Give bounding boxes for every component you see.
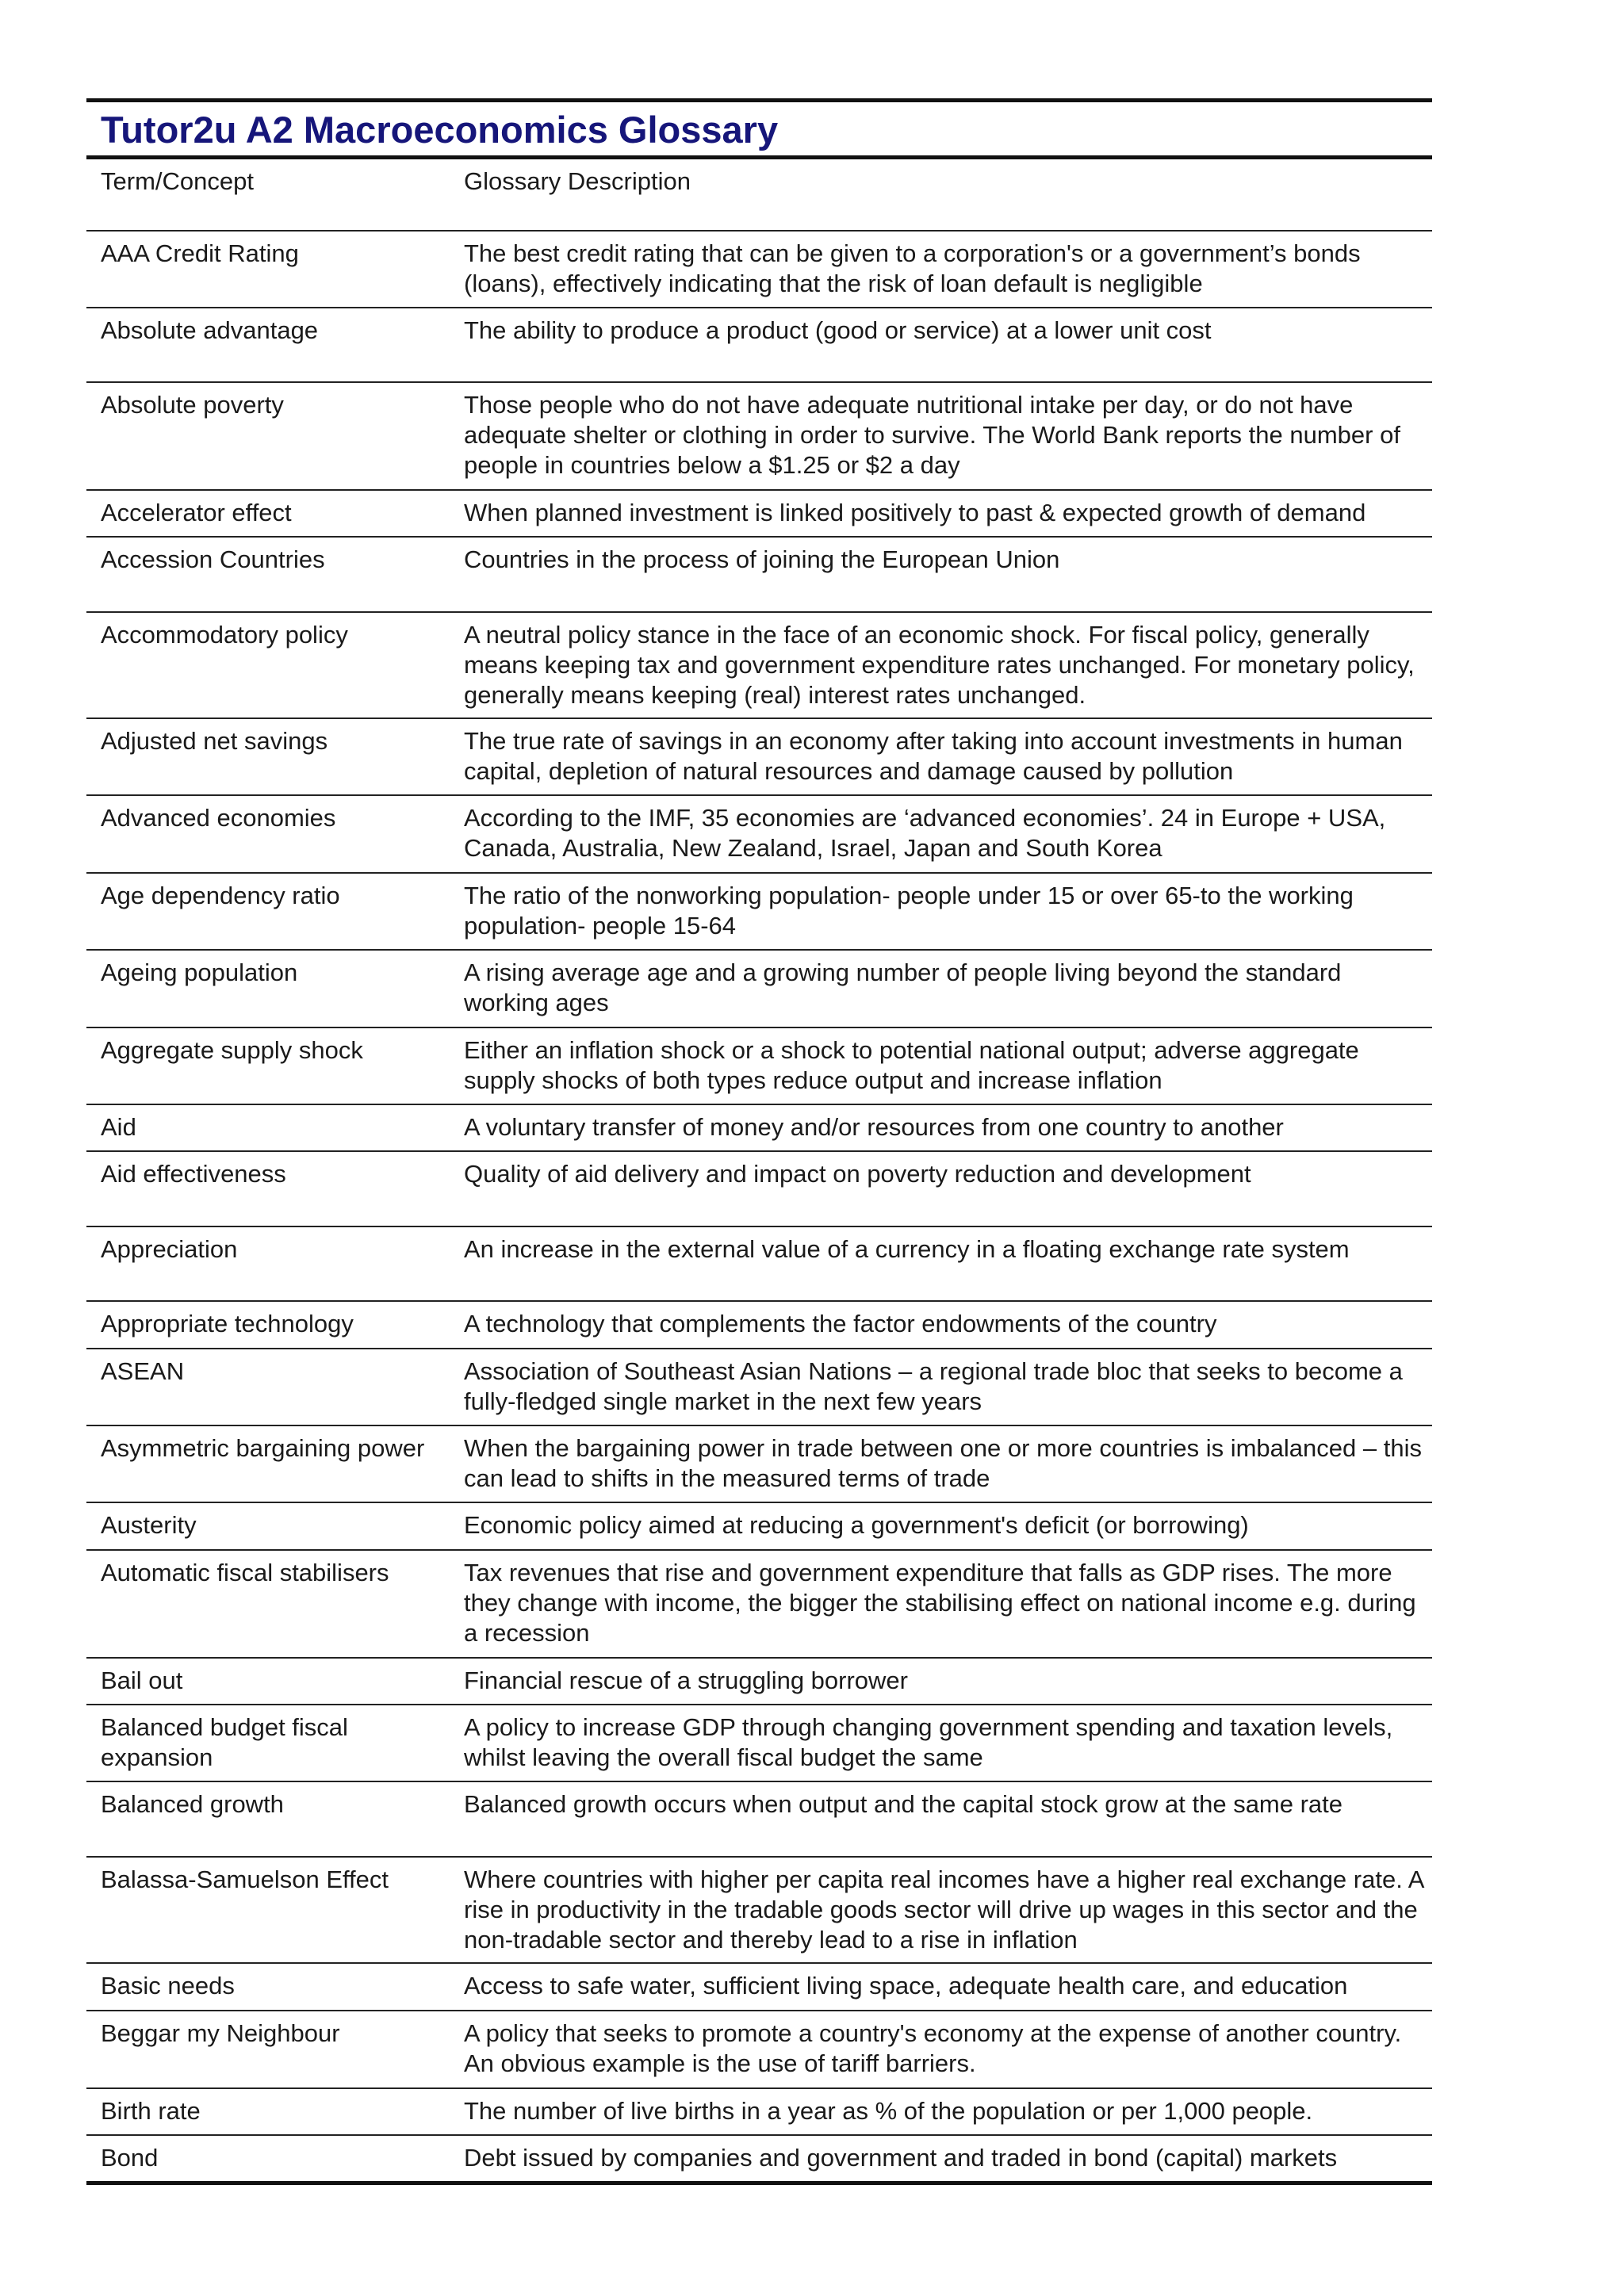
glossary-term: Absolute poverty [86,382,450,490]
glossary-row [86,1705,1432,1781]
glossary-description: The best credit rating that can be given to a corporation's or a government’s bonds (loans), effectively indicating that the risk of loan default is negligible [450,231,1432,308]
glossary-row [86,2011,1432,2088]
glossary-term: Appropriate technology [86,1301,450,1349]
glossary-term: Basic needs [86,1963,450,2011]
glossary-table [86,155,1432,2185]
glossary-term: Aggregate supply shock [86,1027,450,1104]
glossary-row [86,308,1432,382]
glossary-term: Balanced growth [86,1781,450,1857]
glossary-row [86,1658,1432,1705]
glossary-description: The true rate of savings in an economy after taking into account investments in human capital, depletion of natural resources and damage caused by pollution [450,718,1432,795]
glossary-body [86,231,1432,2183]
glossary-term: Bail out [86,1658,450,1705]
glossary-row [86,1550,1432,1658]
glossary-description: Financial rescue of a struggling borrower [450,1658,1432,1705]
glossary-row [86,1151,1432,1226]
glossary-term: Adjusted net savings [86,718,450,795]
glossary-row [86,490,1432,537]
description-column-header: Glossary Description [464,167,691,195]
glossary-term: Bond [86,2135,450,2183]
glossary-term: Advanced economies [86,795,450,873]
page-title: Tutor2u A2 Macroeconomics Glossary [101,109,779,151]
glossary-row [86,873,1432,950]
glossary-page [86,98,1432,2185]
glossary-row [86,1027,1432,1104]
glossary-row [86,382,1432,490]
glossary-term: Beggar my Neighbour [86,2011,450,2088]
glossary-term: Automatic fiscal stabilisers [86,1550,450,1658]
glossary-row [86,1226,1432,1301]
header-row [86,158,1432,231]
glossary-description: When the bargaining power in trade between one or more countries is imbalanced – this can lead to shifts in the measured terms of trade [450,1425,1432,1502]
glossary-term: Balanced budget fiscal expansion [86,1705,450,1781]
glossary-description: A voluntary transfer of money and/or resources from one country to another [450,1104,1432,1151]
glossary-row [86,231,1432,308]
glossary-description: Quality of aid delivery and impact on poverty reduction and development [450,1151,1432,1226]
glossary-row [86,2088,1432,2135]
glossary-term: Aid effectiveness [86,1151,450,1226]
glossary-row [86,1857,1432,1963]
glossary-description: Debt issued by companies and government and traded in bond (capital) markets [450,2135,1432,2183]
glossary-description: According to the IMF, 35 economies are ‘advanced economies’. 24 in Europe + USA, Canada, Australia, New Zealand, Israel, Japan and South Korea [450,795,1432,873]
glossary-row [86,795,1432,873]
glossary-row [86,2135,1432,2183]
glossary-row [86,537,1432,612]
glossary-row [86,1781,1432,1857]
glossary-term: ASEAN [86,1349,450,1425]
glossary-term: Age dependency ratio [86,873,450,950]
glossary-term: Balassa-Samuelson Effect [86,1857,450,1963]
glossary-description: A technology that complements the factor endowments of the country [450,1301,1432,1349]
glossary-term: Austerity [86,1502,450,1550]
glossary-description: Association of Southeast Asian Nations – a regional trade bloc that seeks to become a fully-fledged single market in the next few years [450,1349,1432,1425]
glossary-description: Those people who do not have adequate nutritional intake per day, or do not have adequate shelter or clothing in order to survive. The World Bank reports the number of people in countries below a $1.25 or $2 a day [450,382,1432,490]
glossary-description: Balanced growth occurs when output and the capital stock grow at the same rate [450,1781,1432,1857]
glossary-row [86,1502,1432,1550]
glossary-row [86,1963,1432,2011]
glossary-description: Where countries with higher per capita real incomes have a higher real exchange rate. A rise in productivity in the tradable goods sector will drive up wages in this sector and the non-tradable sector and thereby lead to a rise in inflation [450,1857,1432,1963]
glossary-term: Asymmetric bargaining power [86,1425,450,1502]
glossary-description: Tax revenues that rise and government expenditure that falls as GDP rises. The more they change with income, the bigger the stabilising effect on national income e.g. during a recession [450,1550,1432,1658]
glossary-term: Birth rate [86,2088,450,2135]
glossary-term: Accession Countries [86,537,450,612]
glossary-term: Appreciation [86,1226,450,1301]
term-column-header: Term/Concept [101,167,254,195]
glossary-term: AAA Credit Rating [86,231,450,308]
glossary-row [86,1349,1432,1425]
glossary-description: Economic policy aimed at reducing a government's deficit (or borrowing) [450,1502,1432,1550]
glossary-description: The ratio of the nonworking population- people under 15 or over 65-to the working population- people 15-64 [450,873,1432,950]
glossary-description: Countries in the process of joining the European Union [450,537,1432,612]
glossary-row [86,1301,1432,1349]
glossary-term: Absolute advantage [86,308,450,382]
glossary-description: The number of live births in a year as % of the population or per 1,000 people. [450,2088,1432,2135]
glossary-term: Aid [86,1104,450,1151]
glossary-term: Accelerator effect [86,490,450,537]
glossary-description: When planned investment is linked positively to past & expected growth of demand [450,490,1432,537]
glossary-description: Either an inflation shock or a shock to potential national output; adverse aggregate supply shocks of both types reduce output and increase inflation [450,1027,1432,1104]
glossary-description: The ability to produce a product (good or service) at a lower unit cost [450,308,1432,382]
glossary-row [86,950,1432,1027]
glossary-row [86,1425,1432,1502]
glossary-term: Accommodatory policy [86,612,450,718]
glossary-description: A neutral policy stance in the face of an economic shock. For fiscal policy, generally means keeping tax and government expenditure rates unchanged. For monetary policy, generally means keeping (real) interest rates unchanged. [450,612,1432,718]
glossary-term: Ageing population [86,950,450,1027]
glossary-description: A policy to increase GDP through changing government spending and taxation levels, whilst leaving the overall fiscal budget the same [450,1705,1432,1781]
glossary-row [86,718,1432,795]
glossary-row [86,1104,1432,1151]
glossary-description: Access to safe water, sufficient living space, adequate health care, and education [450,1963,1432,2011]
glossary-description: An increase in the external value of a currency in a floating exchange rate system [450,1226,1432,1301]
glossary-row [86,612,1432,718]
glossary-description: A rising average age and a growing number of people living beyond the standard working ages [450,950,1432,1027]
glossary-description: A policy that seeks to promote a country's economy at the expense of another country. An obvious example is the use of tariff barriers. [450,2011,1432,2088]
